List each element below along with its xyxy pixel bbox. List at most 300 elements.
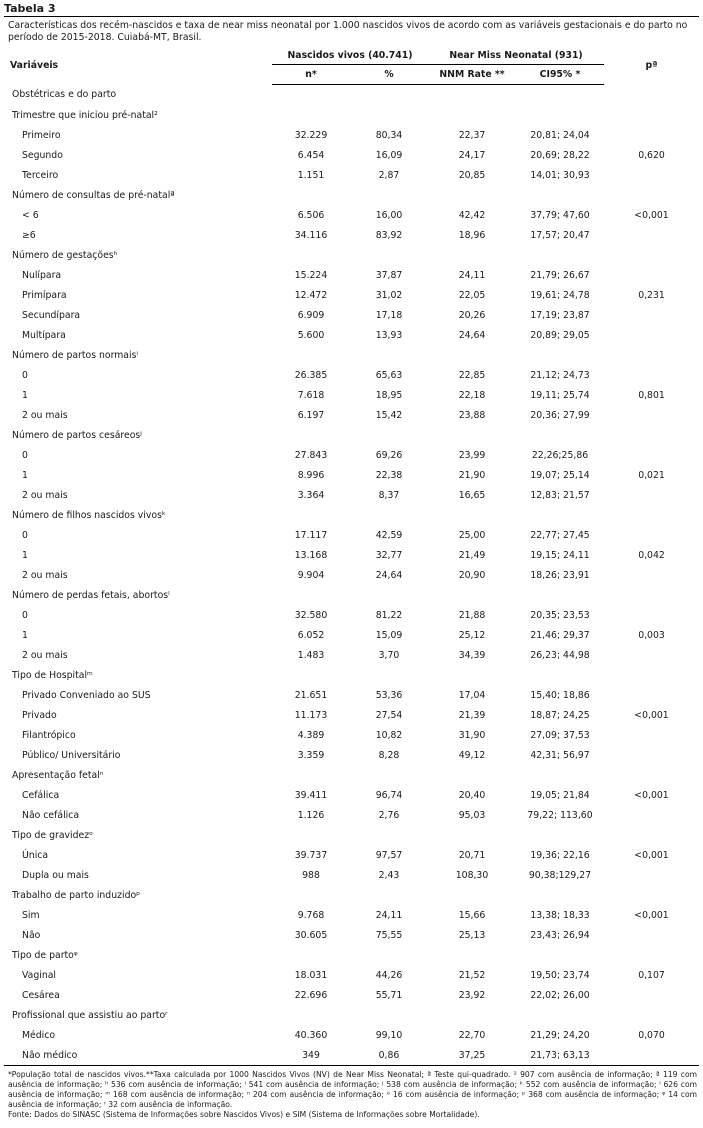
cell-pct: 97,57 (375, 849, 403, 861)
table-row (4, 545, 699, 565)
cell-pct (350, 85, 428, 106)
cell-rate: 20,40 (458, 789, 486, 801)
table-row (4, 365, 699, 385)
cell-ci: 17,19; 23,87 (530, 309, 590, 321)
cell-pct: 27,54 (375, 709, 403, 721)
row-label: Número de perdas fetais, abortosˡ (12, 589, 170, 601)
cell-pct: 8,28 (378, 749, 400, 761)
cell-ci (516, 185, 604, 205)
cell-pct: 15,09 (375, 629, 403, 641)
cell-rate: 34,39 (458, 649, 486, 661)
table-row (4, 845, 699, 865)
cell-pct: 2,87 (378, 169, 400, 181)
cell-ci: 21,29; 24,20 (530, 1029, 590, 1041)
cell-n: 26.385 (294, 369, 328, 381)
row-label: Cefálica (22, 789, 60, 801)
cell-p (604, 585, 699, 605)
table-row (4, 205, 699, 225)
cell-ci: 21,79; 26,67 (530, 269, 590, 281)
cell-n: 9.904 (297, 569, 325, 581)
cell-p: 0,003 (638, 629, 665, 641)
cell-pct: 55,71 (375, 989, 403, 1001)
cell-ci (516, 345, 604, 365)
row-label: 1 (22, 469, 28, 481)
cell-rate: 15,66 (458, 909, 486, 921)
cell-p: 0,107 (638, 969, 665, 981)
cell-p (604, 525, 699, 545)
footnote-abbrev: *População total de nascidos vivos.**Taxa calculada por 1000 Nascidos Vivos (NV) de Near Miss Neonatal; ª Teste qui-quadrado. ² 907 com ausência de informação; ª 119 com ausência de informação; ʰ 536 com ausência de informação; ⁱ 541 com ausência de informação; ʲ 538 com ausência de informação; ᵏ 552 com ausência de informação; ˡ 626 com ausência de informação; ᵐ 168 com ausência de informação; ⁿ 204 com ausência de informação; ᵒ 16 com ausência de informação; ᵖ 368 com ausência de informação; ᵠ 14 com ausência de informação; ʳ 32 com ausência de informação. (8, 1070, 697, 1109)
cell-rate (428, 245, 516, 265)
cell-p (604, 945, 699, 965)
cell-pct: 37,87 (375, 269, 403, 281)
cell-rate (428, 185, 516, 205)
cell-pct: 2,43 (378, 869, 400, 881)
cell-ci: 19,36; 22,16 (530, 849, 590, 861)
row-label: Número de partos normaisⁱ (12, 349, 139, 361)
cell-pct: 16,09 (375, 149, 403, 161)
cell-n: 6.506 (297, 209, 325, 221)
cell-p: 0,042 (638, 549, 665, 561)
cell-pct (350, 345, 428, 365)
cell-p (604, 765, 699, 785)
table-row (4, 125, 699, 145)
section-row (4, 85, 699, 106)
cell-ci: 17,57; 20,47 (530, 229, 590, 241)
cell-n: 11.173 (294, 709, 328, 721)
cell-p: <0,001 (634, 209, 669, 221)
cell-rate (428, 1005, 516, 1025)
cell-n (272, 85, 350, 106)
table-row (4, 925, 699, 945)
cell-n: 32.229 (294, 129, 328, 141)
cell-ci: 12,83; 21,57 (530, 489, 590, 501)
cell-pct: 10,82 (375, 729, 403, 741)
col-pct-header: % (350, 65, 428, 85)
cell-rate: 24,11 (458, 269, 486, 281)
cell-ci: 26,23; 44,98 (530, 649, 590, 661)
cell-n: 4.389 (297, 729, 325, 741)
cell-pct: 65,63 (375, 369, 403, 381)
cell-pct: 24,11 (375, 909, 403, 921)
cell-ci (516, 425, 604, 445)
cell-n: 21.651 (294, 689, 328, 701)
group-header-row (4, 665, 699, 685)
cell-rate (428, 85, 516, 106)
cell-ci: 20,81; 24,04 (530, 129, 590, 141)
row-label: Não (22, 929, 41, 941)
cell-rate (428, 105, 516, 125)
cell-ci: 19,11; 25,74 (530, 389, 590, 401)
row-label: Não médico (4, 1045, 272, 1066)
cell-pct: 2,76 (378, 809, 400, 821)
table-row (4, 985, 699, 1005)
table-row (4, 525, 699, 545)
group-header-row (4, 505, 699, 525)
table-row (4, 445, 699, 465)
table-label: Tabela 3 (4, 2, 56, 15)
cell-n: 6.909 (297, 309, 325, 321)
cell-rate: 42,42 (458, 209, 486, 221)
cell-n: 6.197 (297, 409, 325, 421)
cell-ci (516, 665, 604, 685)
cell-rate: 16,65 (458, 489, 486, 501)
col-ci-header: CI95% * (516, 65, 604, 85)
cell-p (604, 305, 699, 325)
row-label: 2 ou mais (22, 409, 68, 421)
cell-rate (428, 665, 516, 685)
cell-rate: 24,64 (458, 329, 486, 341)
cell-p: <0,001 (634, 789, 669, 801)
cell-pct: 24,64 (375, 569, 403, 581)
cell-pct (350, 1005, 428, 1025)
cell-rate: 25,13 (458, 929, 486, 941)
cell-ci (516, 585, 604, 605)
cell-n: 988 (302, 869, 320, 881)
cell-rate: 24,17 (458, 149, 486, 161)
cell-n: 13.168 (294, 549, 328, 561)
cell-rate (428, 945, 516, 965)
cell-rate: 21,90 (458, 469, 486, 481)
cell-pct (350, 105, 428, 125)
cell-n: 349 (272, 1045, 350, 1066)
cell-pct: 0,86 (350, 1045, 428, 1066)
cell-rate: 108,30 (455, 869, 489, 881)
cell-p (604, 445, 699, 465)
table-row (4, 405, 699, 425)
cell-p (604, 245, 699, 265)
table-row (4, 685, 699, 705)
row-label: Segundo (22, 149, 63, 161)
cell-n (272, 245, 350, 265)
footnote-source: Fonte: Dados do SINASC (Sistema de Informações sobre Nascidos Vivos) e SIM (Sistema de Informações sobre Mortalidade). (8, 1110, 480, 1119)
cell-rate: 18,96 (458, 229, 486, 241)
cell-n (272, 185, 350, 205)
cell-rate: 25,00 (458, 529, 486, 541)
cell-n: 32.580 (294, 609, 328, 621)
table-footnotes (4, 1066, 699, 1120)
table-row (4, 145, 699, 165)
row-label: Profissional que assistiu ao partoʳ (12, 1009, 168, 1021)
row-label: Não cefálica (22, 809, 80, 821)
cell-p (604, 505, 699, 525)
cell-pct (350, 245, 428, 265)
cell-n: 40.360 (294, 1029, 328, 1041)
table-body (4, 85, 699, 1066)
col-p-header: pª (645, 60, 658, 72)
group-header-row (4, 945, 699, 965)
table-row (4, 705, 699, 725)
cell-n (272, 1005, 350, 1025)
cell-ci (516, 245, 604, 265)
cell-ci: 21,12; 24,73 (530, 369, 590, 381)
row-label: Número de consultas de pré-natalª (12, 189, 175, 201)
cell-rate (428, 505, 516, 525)
cell-rate (428, 825, 516, 845)
table-row (4, 965, 699, 985)
table-row (4, 305, 699, 325)
cell-rate (428, 425, 516, 445)
cell-n (272, 425, 350, 445)
cell-ci: 19,50; 23,74 (530, 969, 590, 981)
cell-n: 1.483 (297, 649, 325, 661)
cell-n: 9.768 (297, 909, 325, 921)
cell-p (604, 665, 699, 685)
cell-ci: 21,73; 63,13 (516, 1045, 604, 1066)
cell-n: 5.600 (297, 329, 325, 341)
table-row (4, 465, 699, 485)
cell-n (272, 765, 350, 785)
table-row (4, 165, 699, 185)
cell-pct: 75,55 (375, 929, 403, 941)
group-header-row (4, 345, 699, 365)
cell-pct: 53,36 (375, 689, 403, 701)
cell-pct (350, 585, 428, 605)
table-row (4, 605, 699, 625)
row-label: 2 ou mais (22, 489, 68, 501)
header-row-1 (4, 47, 699, 65)
cell-rate: 95,03 (458, 809, 486, 821)
row-label: Apresentação fetalⁿ (12, 769, 104, 781)
row-label: Número de filhos nascidos vivosᵏ (12, 509, 166, 521)
cell-n: 34.116 (294, 229, 328, 241)
col-group-births-header: Nascidos vivos (40.741) (272, 47, 428, 65)
cell-n (272, 585, 350, 605)
row-label: Tipo de partoᵠ (12, 949, 78, 961)
cell-n: 6.454 (297, 149, 325, 161)
cell-rate: 25,12 (458, 629, 486, 641)
cell-pct (350, 765, 428, 785)
group-header-row (4, 1005, 699, 1025)
cell-n: 1.126 (297, 809, 325, 821)
row-label: Primípara (22, 289, 67, 301)
cell-ci: 22,26;25,86 (531, 449, 589, 461)
group-header-row (4, 885, 699, 905)
cell-p (604, 685, 699, 705)
cell-p (604, 725, 699, 745)
cell-pct: 44,26 (375, 969, 403, 981)
cell-p (604, 85, 699, 106)
row-label: 0 (22, 609, 28, 621)
cell-p (604, 1005, 699, 1025)
cell-n: 18.031 (294, 969, 328, 981)
cell-p (604, 405, 699, 425)
cell-p (604, 925, 699, 945)
row-label: ≥6 (22, 229, 36, 241)
data-table (4, 47, 699, 1066)
group-header-row (4, 245, 699, 265)
cell-n: 3.359 (297, 749, 325, 761)
cell-p (604, 105, 699, 125)
cell-ci: 37,79; 47,60 (530, 209, 590, 221)
cell-rate: 31,90 (458, 729, 486, 741)
cell-rate: 22,85 (458, 369, 486, 381)
cell-ci: 23,43; 26,94 (530, 929, 590, 941)
cell-n (272, 345, 350, 365)
row-label: 0 (22, 449, 28, 461)
cell-ci: 21,46; 29,37 (530, 629, 590, 641)
row-label: Sim (22, 909, 40, 921)
row-label: Cesárea (22, 989, 60, 1001)
cell-n (272, 885, 350, 905)
cell-pct (350, 665, 428, 685)
row-label: Tipo de gravidezᵒ (12, 829, 93, 841)
group-header-row (4, 585, 699, 605)
cell-rate: 17,04 (458, 689, 486, 701)
cell-rate: 21,49 (458, 549, 486, 561)
cell-pct: 16,00 (375, 209, 403, 221)
cell-pct (350, 425, 428, 445)
table-caption: Características dos recém-nascidos e taxa de near miss neonatal por 1.000 nascidos vivos de acordo com as variáveis gestacionais e do parto no período de 2015-2018. Cuiabá-MT, Brasil. (8, 20, 688, 43)
cell-ci: 19,61; 24,78 (530, 289, 590, 301)
cell-ci: 27,09; 37,53 (530, 729, 590, 741)
cell-p (604, 565, 699, 585)
cell-n: 3.364 (297, 489, 325, 501)
table-row (4, 905, 699, 925)
cell-p: 0,231 (638, 289, 665, 301)
cell-n: 6.052 (297, 629, 325, 641)
row-label: Número de partos cesáreosʲ (12, 429, 142, 441)
cell-ci: 19,05; 21,84 (530, 789, 590, 801)
row-label: Médico (22, 1029, 56, 1041)
cell-rate: 21,88 (458, 609, 486, 621)
cell-rate: 21,39 (458, 709, 486, 721)
cell-n: 22.696 (294, 989, 328, 1001)
cell-rate: 37,25 (428, 1045, 516, 1066)
row-label: Trimestre que iniciou pré-natal² (12, 109, 158, 121)
row-label: 1 (22, 629, 28, 641)
cell-rate: 23,99 (458, 449, 486, 461)
cell-n (272, 105, 350, 125)
cell-ci: 19,07; 25,14 (530, 469, 590, 481)
cell-p (604, 125, 699, 145)
cell-n: 17.117 (294, 529, 328, 541)
cell-pct: 8,37 (378, 489, 400, 501)
row-label: 0 (22, 369, 28, 381)
cell-p: <0,001 (634, 849, 669, 861)
table-row (4, 385, 699, 405)
cell-p: <0,001 (634, 909, 669, 921)
group-header-row (4, 765, 699, 785)
col-group-nmn-header: Near Miss Neonatal (931) (428, 47, 604, 65)
table-row (4, 785, 699, 805)
table-row (4, 1025, 699, 1045)
row-label: < 6 (22, 209, 39, 221)
cell-p (604, 985, 699, 1005)
cell-p (604, 865, 699, 885)
group-header-row (4, 425, 699, 445)
cell-p (604, 185, 699, 205)
table-row (4, 285, 699, 305)
cell-p (604, 365, 699, 385)
cell-pct: 42,59 (375, 529, 403, 541)
cell-n: 30.605 (294, 929, 328, 941)
cell-rate (428, 765, 516, 785)
cell-pct: 99,10 (375, 1029, 403, 1041)
cell-p (604, 485, 699, 505)
cell-ci: 19,15; 24,11 (530, 549, 590, 561)
cell-n: 39.737 (294, 849, 328, 861)
cell-pct: 80,34 (375, 129, 403, 141)
cell-ci: 18,26; 23,91 (530, 569, 590, 581)
cell-ci: 18,87; 24,25 (530, 709, 590, 721)
cell-ci (516, 945, 604, 965)
group-header-row (4, 825, 699, 845)
cell-ci: 13,38; 18,33 (530, 909, 590, 921)
cell-rate: 20,90 (458, 569, 486, 581)
cell-p (604, 745, 699, 765)
cell-rate: 21,52 (458, 969, 486, 981)
cell-n (272, 945, 350, 965)
cell-ci (516, 885, 604, 905)
row-label: 1 (22, 389, 28, 401)
row-label: Privado (22, 709, 57, 721)
cell-pct: 3,70 (378, 649, 400, 661)
cell-p (604, 425, 699, 445)
cell-rate: 22,18 (458, 389, 486, 401)
cell-pct: 32,77 (375, 549, 403, 561)
group-header-row (4, 185, 699, 205)
cell-ci: 22,02; 26,00 (530, 989, 590, 1001)
cell-p (604, 825, 699, 845)
cell-p (604, 165, 699, 185)
cell-ci: 22,77; 27,45 (530, 529, 590, 541)
cell-p: 0,070 (638, 1029, 665, 1041)
row-label: Número de gestaçõesʰ (12, 249, 118, 261)
table-row (4, 745, 699, 765)
table-row (4, 805, 699, 825)
table-row (4, 485, 699, 505)
row-label: Dupla ou mais (22, 869, 89, 881)
cell-pct (350, 945, 428, 965)
cell-ci: 90,38;129,27 (528, 869, 592, 881)
row-label: Obstétricas e do parto (12, 89, 117, 101)
row-label: Tipo de Hospitalᵐ (12, 669, 93, 681)
row-label: Filantrópico (22, 729, 76, 741)
cell-n: 27.843 (294, 449, 328, 461)
cell-n: 7.618 (297, 389, 325, 401)
cell-p: 0,801 (638, 389, 665, 401)
table-row (4, 325, 699, 345)
cell-rate: 20,71 (458, 849, 486, 861)
cell-ci: 20,35; 23,53 (530, 609, 590, 621)
cell-n (272, 505, 350, 525)
cell-p: 0,021 (638, 469, 665, 481)
cell-rate (428, 345, 516, 365)
table-row (4, 625, 699, 645)
group-header-row (4, 105, 699, 125)
row-label: Secundípara (22, 309, 81, 321)
cell-pct: 83,92 (375, 229, 403, 241)
cell-pct: 81,22 (375, 609, 403, 621)
cell-n: 12.472 (294, 289, 328, 301)
table-row (4, 865, 699, 885)
cell-rate (428, 885, 516, 905)
cell-ci: 42,31; 56,97 (530, 749, 590, 761)
table-row (4, 1045, 699, 1066)
cell-rate: 20,85 (458, 169, 486, 181)
cell-pct: 17,18 (375, 309, 403, 321)
cell-n: 39.411 (294, 789, 328, 801)
cell-rate: 23,88 (458, 409, 486, 421)
cell-n: 1.151 (297, 169, 325, 181)
cell-ci: 20,69; 28,22 (530, 149, 590, 161)
cell-p (604, 805, 699, 825)
row-label: Vaginal (22, 969, 56, 981)
cell-pct (350, 885, 428, 905)
cell-ci: 15,40; 18,86 (530, 689, 590, 701)
cell-n: 15.224 (294, 269, 328, 281)
cell-rate (428, 585, 516, 605)
